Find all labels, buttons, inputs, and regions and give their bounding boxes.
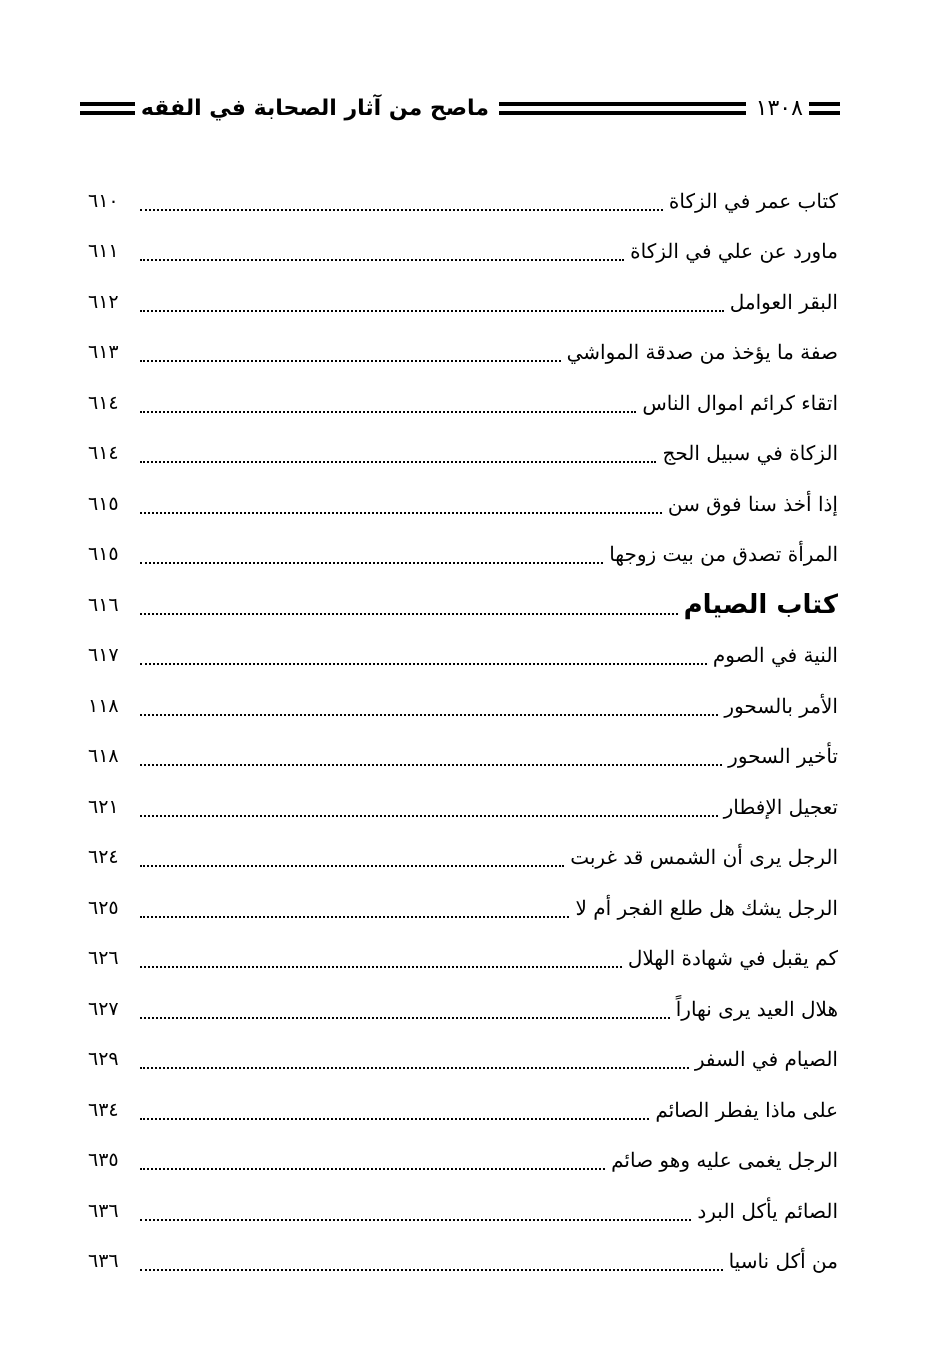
header-rule-right: [809, 102, 840, 115]
toc-entry-title: صفة ما يؤخذ من صدقة المواشي: [566, 340, 838, 364]
dot-leader: [140, 966, 622, 968]
toc-page-number: ٦١٣: [88, 341, 119, 363]
dot-leader: [140, 865, 564, 867]
toc-entry-title: من أكل ناسيا: [728, 1249, 838, 1273]
dot-leader: [140, 512, 662, 514]
toc-page-number: ٦١٤: [88, 442, 119, 464]
toc-entry-title: تعجيل الإفطار: [723, 794, 838, 819]
toc-row: [88, 322, 838, 373]
toc-entry-title: الرجل يرى أن الشمس قد غربت: [570, 845, 838, 869]
toc-page-number: ٦١٦: [88, 593, 119, 616]
dot-leader: [140, 714, 718, 716]
dot-leader: [140, 1219, 691, 1221]
toc-row: [88, 877, 838, 928]
toc-row: [88, 827, 838, 878]
toc-page-number: ٦٣٦: [88, 1199, 119, 1222]
toc-row: [88, 1231, 838, 1282]
toc-row: [88, 1180, 838, 1231]
toc-page-number: ٦٢٦: [88, 947, 119, 969]
toc-page-number: ٦٢٩: [88, 1048, 119, 1070]
toc-row: [88, 221, 838, 272]
dot-leader: [140, 259, 624, 261]
toc-page-number: ٦١٨: [88, 745, 119, 767]
dot-leader: [140, 663, 707, 665]
toc-page-number: ٦١٥: [88, 492, 119, 515]
toc-entry-title: البقر العوامل: [729, 289, 838, 314]
toc-row: [88, 675, 838, 726]
dot-leader: [140, 310, 724, 312]
toc-page-number: ٦٢٧: [88, 997, 119, 1020]
dot-leader: [140, 360, 561, 362]
dot-leader: [140, 411, 636, 413]
toc-row: [88, 271, 838, 322]
toc-page-number: ٦١١: [88, 240, 119, 262]
toc-entry-title: الرجل يشك هل طلع الفجر أم لا: [575, 895, 838, 920]
toc-page-number: ٦١٥: [88, 543, 119, 565]
toc-row: [88, 1029, 838, 1080]
toc-page-number: ٦٢٤: [88, 846, 119, 868]
toc-chapter-row: [88, 574, 838, 625]
toc-row: [88, 1130, 838, 1181]
toc-page-number: ٦١٠: [88, 189, 119, 212]
chapter-heading: كتاب الصيام: [683, 589, 838, 620]
dot-leader: [140, 1067, 689, 1069]
toc-row: [88, 978, 838, 1029]
toc-entry-title: الصيام في السفر: [694, 1047, 838, 1071]
toc-page-number: ٦٣٥: [88, 1149, 119, 1171]
page-number: ١٣٠٨: [755, 95, 803, 121]
dot-leader: [140, 815, 718, 817]
toc-entry-title: ماورد عن علي في الزكاة: [630, 239, 838, 263]
toc-row: [88, 928, 838, 979]
toc-entry-title: هلال العيد يرى نهاراً: [675, 996, 838, 1021]
toc-page-number: ٦٣٦: [88, 1250, 119, 1272]
toc-row: [88, 473, 838, 524]
toc-entry-title: إذا أخذ سنا فوق سن: [667, 491, 838, 516]
dot-leader: [140, 1118, 649, 1120]
toc-row: [88, 423, 838, 474]
toc-row: [88, 776, 838, 827]
toc-entry-title: الرجل يغمى عليه وهو صائم: [611, 1148, 838, 1172]
toc-entry-title: المرأة تصدق من بيت زوجها: [609, 542, 838, 566]
dot-leader: [140, 916, 569, 918]
toc-entry-title: على ماذا يفطر الصائم: [655, 1097, 838, 1122]
toc-row: [88, 1079, 838, 1130]
toc-row: [88, 524, 838, 575]
toc-page-number: ٦١٧: [88, 644, 119, 666]
toc-page-number: ١١٨: [88, 694, 119, 717]
toc-entry-title: النية في الصوم: [712, 643, 838, 667]
toc-row: [88, 625, 838, 676]
dot-leader: [140, 613, 678, 615]
dot-leader: [140, 209, 663, 211]
dot-leader: [140, 461, 656, 463]
toc-row: [88, 726, 838, 777]
toc-entry-title: اتقاء كرائم اموال الناس: [642, 390, 838, 415]
toc-page-number: ٦١٢: [88, 290, 119, 313]
toc-entry-title: الصائم يأكل البرد: [697, 1198, 838, 1223]
toc-page-number: ٦٣٤: [88, 1098, 119, 1121]
toc-page-number: ٦٢٥: [88, 896, 119, 919]
dot-leader: [140, 562, 603, 564]
toc-page-number: ٦١٤: [88, 391, 119, 414]
toc-row: [88, 372, 838, 423]
toc-entry-title: الزكاة في سبيل الحج: [662, 441, 838, 465]
toc-page-number: ٦٢١: [88, 795, 119, 818]
page-header: [80, 88, 840, 128]
toc-entry-title: الأمر بالسحور: [724, 693, 838, 718]
dot-leader: [140, 1269, 723, 1271]
table-of-contents: [88, 170, 838, 1281]
toc-row: [88, 170, 838, 221]
dot-leader: [140, 764, 722, 766]
header-rule-left: [80, 102, 135, 115]
toc-entry-title: كم يقبل في شهادة الهلال: [627, 946, 838, 970]
header-rule-middle: [499, 102, 746, 115]
toc-entry-title: كتاب عمر في الزكاة: [668, 188, 838, 213]
toc-entry-title: تأخير السحور: [728, 744, 838, 768]
dot-leader: [140, 1168, 605, 1170]
dot-leader: [140, 1017, 670, 1019]
running-title: ماصح من آثار الصحابة في الفقه: [140, 95, 489, 121]
